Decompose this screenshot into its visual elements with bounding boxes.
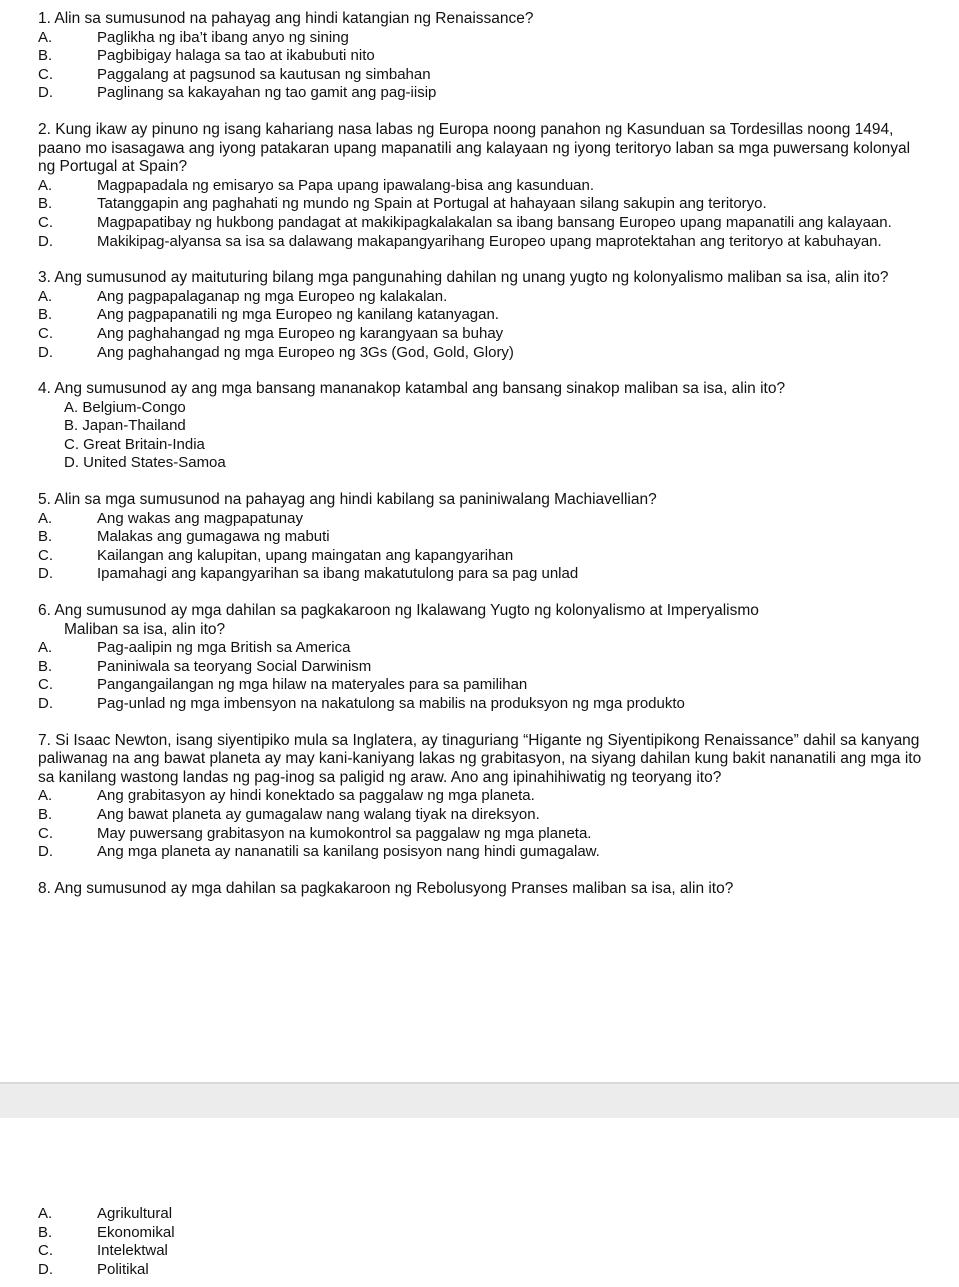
question-7 <box>38 732 928 862</box>
option-d[interactable]: D. Ang paghahangad ng mga Europeo ng 3Gs (God, Gold, Glory) <box>38 343 514 361</box>
question-text: 1. Alin sa sumusunod na pahayag ang hindi katangian ng Renaissance? <box>38 10 534 27</box>
question-text: 3. Ang sumusunod ay maituturing bilang mga pangunahing dahilan ng unang yugto ng kolonyalismo maliban sa isa, alin ito? <box>38 269 889 287</box>
question-8-options <box>38 1205 928 1279</box>
question-4 <box>38 380 928 473</box>
question-text: 4. Ang sumusunod ay ang mga bansang mananakop katambal ang bansang sinakop maliban sa isa, alin ito? <box>38 380 786 398</box>
option-c[interactable]: C. Great Britain-India <box>64 435 205 453</box>
option-d[interactable]: D. Politikal <box>38 1260 149 1278</box>
option-c[interactable]: C. Kailangan ang kalupitan, upang maingatan ang kapangyarihan <box>38 546 514 564</box>
option-b[interactable]: B. Paniniwala sa teoryang Social Darwinism <box>38 657 372 675</box>
option-c[interactable]: C. Pangangailangan ng mga hilaw na materyales para sa pamilihan <box>38 676 528 694</box>
option-d[interactable]: D. Makikipag-alyansa sa isa sa dalawang makapangyarihang Europeo upang maprotektahan ang teritoryo at kabuhayan. <box>38 232 882 250</box>
question-2 <box>38 121 928 251</box>
option-d[interactable]: D. Paglinang sa kakayahan ng tao gamit ang pag-iisip <box>38 84 437 102</box>
question-text: 8. Ang sumusunod ay mga dahilan sa pagkakaroon ng Rebolusyong Pranses maliban sa isa, alin ito? <box>38 879 734 897</box>
question-text: 7. Si Isaac Newton, isang siyentipiko mula sa Inglatera, ay tinaguriang “Higante ng Siyentipikong Renaissance” dahil sa kanyang paliwanag na ang bawat planeta ay may kani-kaniyang lakas ng grabitasyon, na siyang dahilan kung bakit nananatili ang mga ito sa kanilang wastong landas ng pag-inog sa paligid ng araw. Ano ang ipinahihiwatig ng teoryang ito? <box>38 731 922 786</box>
option-b[interactable]: B. Ekonomikal <box>38 1223 175 1241</box>
option-b[interactable]: B. Pagbibigay halaga sa tao at ikabubuti nito <box>38 47 375 65</box>
option-c[interactable]: C. May puwersang grabitasyon na kumokontrol sa paggalaw ng mga planeta. <box>38 824 592 842</box>
option-a[interactable]: A. Agrikultural <box>38 1205 173 1222</box>
option-c[interactable]: C. Magpapatibay ng hukbong pandagat at makikipagkalakalan sa ibang bansang Europeo upang mapanatili ang kalayaan. <box>38 213 892 231</box>
option-b[interactable]: B. Malakas ang gumagawa ng mabuti <box>38 528 330 546</box>
option-d[interactable]: D. Ang mga planeta ay nananatili sa kanilang posisyon nang hindi gumagalaw. <box>38 843 600 861</box>
question-8 <box>38 880 928 899</box>
question-6 <box>38 602 928 714</box>
option-b[interactable]: B. Japan-Thailand <box>64 417 186 435</box>
option-b[interactable]: B. Ang pagpapanatili ng mga Europeo ng kanilang katanyagan. <box>38 306 499 324</box>
option-a[interactable]: A. Pag-aalipin ng mga British sa America <box>38 639 351 657</box>
option-c[interactable]: C. Intelektwal <box>38 1242 168 1260</box>
option-b[interactable]: B. Ang bawat planeta ay gumagalaw nang walang tiyak na direksyon. <box>38 805 540 823</box>
option-a[interactable]: A. Ang wakas ang magpapatunay <box>38 509 303 527</box>
question-1 <box>38 10 928 103</box>
option-a[interactable]: A. Ang grabitasyon ay hindi konektado sa paggalaw ng mga planeta. <box>38 787 535 805</box>
option-c[interactable]: C. Ang paghahangad ng mga Europeo ng karangyaan sa buhay <box>38 324 504 342</box>
question-3 <box>38 269 928 362</box>
option-a[interactable]: A. Magpapadala ng emisaryo sa Papa upang ipawalang-bisa ang kasunduan. <box>38 176 595 194</box>
option-b[interactable]: B. Tatanggapin ang paghahati ng mundo ng Spain at Portugal at hahayaan silang sakupin ang teritoryo. <box>38 195 767 213</box>
option-d[interactable]: D. United States-Samoa <box>64 454 226 472</box>
page-gap <box>0 1082 959 1120</box>
option-a[interactable]: A. Ang pagpapalaganap ng mga Europeo ng kalakalan. <box>38 287 448 305</box>
option-d[interactable]: D. Ipamahagi ang kapangyarihan sa ibang makatutulong para sa pag unlad <box>38 565 579 583</box>
option-a[interactable]: A. Belgium-Congo <box>64 398 186 416</box>
question-text: 2. Kung ikaw ay pinuno ng isang kahariang nasa labas ng Europa noong panahon ng Kasunduan sa Tordesillas noong 1494, paano mo isasagawa ang iyong patakaran upang mapanatili ang kalayaan ng iyong teritoryo laban sa mga puwersang kolonyal ng Portugal at Spain? <box>38 120 911 176</box>
option-c[interactable]: C. Paggalang at pagsunod sa kautusan ng simbahan <box>38 65 431 83</box>
option-d[interactable]: D. Pag-unlad ng mga imbensyon na nakatulong sa mabilis na produksyon ng mga produkto <box>38 695 685 712</box>
question-text: 6. Ang sumusunod ay mga dahilan sa pagkakaroon ng Ikalawang Yugto ng kolonyalismo at Imperyalismo <box>38 602 759 620</box>
question-5 <box>38 491 928 584</box>
option-a[interactable]: A. Paglikha ng iba’t ibang anyo ng sining <box>38 28 349 46</box>
quiz-content <box>38 10 928 898</box>
question-text-continued: Maliban sa isa, alin ito? <box>64 620 226 638</box>
question-text: 5. Alin sa mga sumusunod na pahayag ang hindi kabilang sa paniniwalang Machiavellian? <box>38 491 657 509</box>
